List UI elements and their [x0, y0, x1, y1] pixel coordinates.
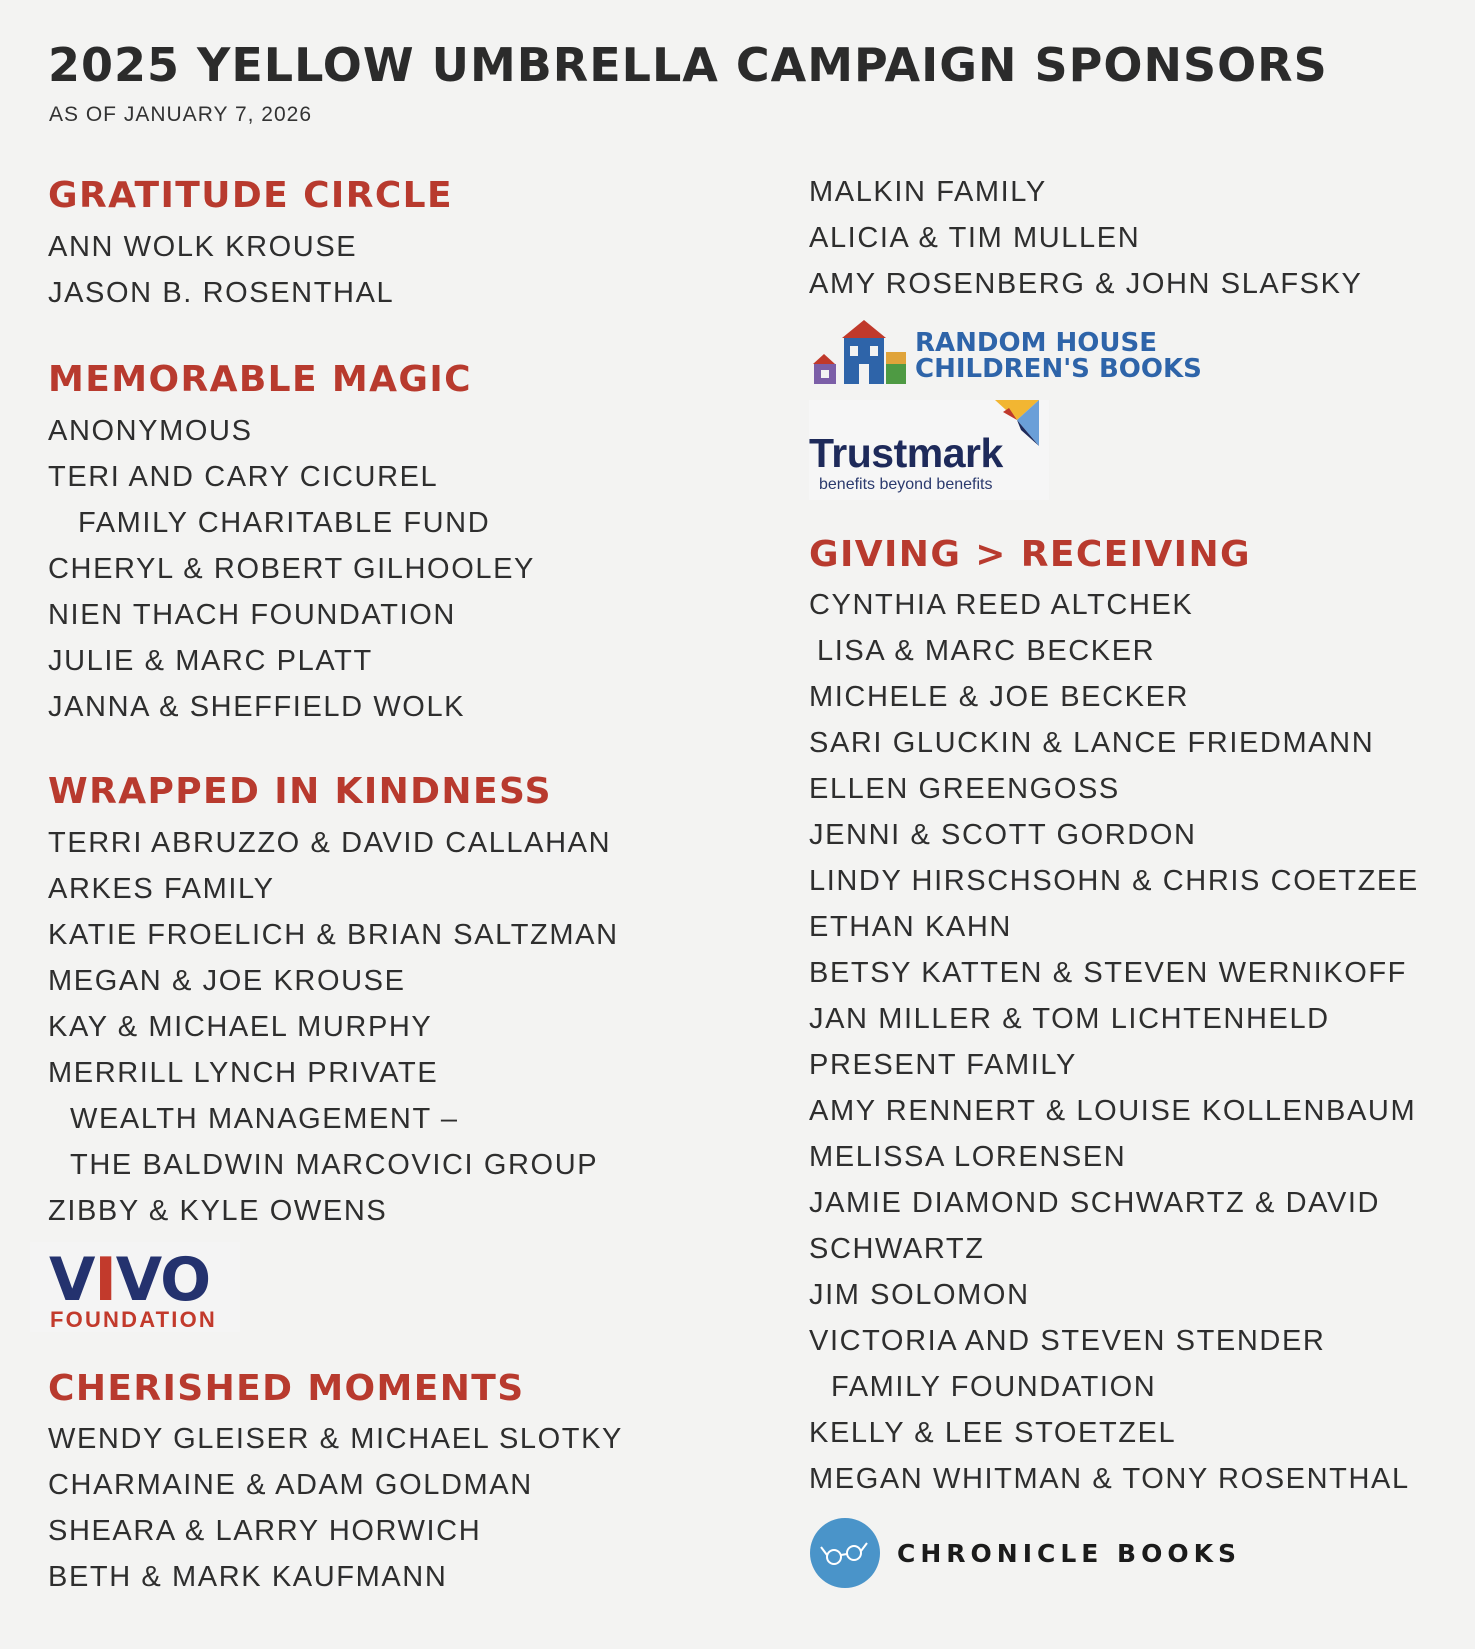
sponsor-name-continued: FAMILY CHARITABLE FUND	[78, 507, 491, 539]
vivo-logo-subtitle: FOUNDATION	[50, 1307, 218, 1332]
sponsor-name: JANNA & SHEFFIELD WOLK	[48, 691, 466, 723]
sponsor-name: TERRI ABRUZZO & DAVID CALLAHAN	[48, 827, 612, 859]
trustmark-tagline: benefits beyond benefits	[819, 476, 993, 493]
sponsor-name: TERI AND CARY CICUREL	[48, 461, 439, 493]
house-icon	[812, 312, 912, 390]
chronicle-books-logo	[809, 1517, 1259, 1589]
random-house-line2: CHILDREN'S BOOKS	[915, 354, 1202, 384]
sponsor-name-continued: THE BALDWIN MARCOVICI GROUP	[70, 1149, 599, 1181]
sponsor-name: JIM SOLOMON	[809, 1279, 1030, 1311]
random-house-childrens-books-logo	[812, 312, 1207, 390]
sponsor-name: MEGAN WHITMAN & TONY ROSENTHAL	[809, 1463, 1410, 1495]
heading-memorable-magic: MEMORABLE MAGIC	[48, 359, 472, 400]
vivo-foundation-logo	[30, 1242, 240, 1332]
sponsor-name: VICTORIA AND STEVEN STENDER	[809, 1325, 1326, 1357]
vivo-logo-word	[49, 1245, 210, 1315]
vivo-logo-letter: O	[160, 1245, 211, 1315]
page-subtitle: AS OF JANUARY 7, 2026	[49, 103, 313, 126]
random-house-line1: RANDOM HOUSE	[915, 328, 1157, 358]
sponsor-name: CHERYL & ROBERT GILHOOLEY	[48, 553, 535, 585]
sponsor-name: ALICIA & TIM MULLEN	[809, 222, 1141, 254]
sponsor-name: MEGAN & JOE KROUSE	[48, 965, 406, 997]
sponsor-name: JAMIE DIAMOND SCHWARTZ & DAVID	[809, 1187, 1381, 1219]
random-house-wordmark	[915, 330, 1202, 382]
sponsor-name: KELLY & LEE STOETZEL	[809, 1417, 1177, 1449]
sponsor-name: JENNI & SCOTT GORDON	[809, 819, 1197, 851]
sponsor-name: MERRILL LYNCH PRIVATE	[48, 1057, 439, 1089]
vivo-logo-letter: V	[49, 1245, 95, 1315]
sponsor-name: LISA & MARC BECKER	[817, 635, 1156, 667]
sponsor-name: AMY ROSENBERG & JOHN SLAFSKY	[809, 268, 1363, 300]
sponsor-name: CYNTHIA REED ALTCHEK	[809, 589, 1194, 621]
sponsor-name: PRESENT FAMILY	[809, 1049, 1077, 1081]
heading-gratitude-circle: GRATITUDE CIRCLE	[48, 175, 453, 216]
sponsor-name: KATIE FROELICH & BRIAN SALTZMAN	[48, 919, 619, 951]
sponsor-name: ETHAN KAHN	[809, 911, 1012, 943]
sponsor-name-continued: FAMILY FOUNDATION	[831, 1371, 1157, 1403]
sponsor-name: SHEARA & LARRY HORWICH	[48, 1515, 482, 1547]
sponsor-name: BETH & MARK KAUFMANN	[48, 1561, 448, 1593]
sponsor-name: ANONYMOUS	[48, 415, 253, 447]
sponsor-name: BETSY KATTEN & STEVEN WERNIKOFF	[809, 957, 1407, 989]
sponsor-name: ELLEN GREENGOSS	[809, 773, 1120, 805]
sponsor-name: CHARMAINE & ADAM GOLDMAN	[48, 1469, 533, 1501]
sponsor-name: ARKES FAMILY	[48, 873, 275, 905]
sponsor-name: ZIBBY & KYLE OWENS	[48, 1195, 388, 1227]
trustmark-logo	[809, 400, 1049, 500]
trustmark-wordmark: Trustmark	[809, 430, 1003, 476]
sponsor-name: MELISSA LORENSEN	[809, 1141, 1127, 1173]
sponsor-name: JULIE & MARC PLATT	[48, 645, 373, 677]
page-title: 2025 YELLOW UMBRELLA CAMPAIGN SPONSORS	[48, 38, 1328, 92]
sponsor-name: MICHELE & JOE BECKER	[809, 681, 1190, 713]
sponsor-name: ANN WOLK KROUSE	[48, 231, 358, 263]
heading-cherished-moments: CHERISHED MOMENTS	[48, 1368, 525, 1409]
vivo-logo-letter: V	[115, 1245, 161, 1315]
glasses-circle-icon	[809, 1517, 881, 1589]
sponsor-name: KAY & MICHAEL MURPHY	[48, 1011, 433, 1043]
sponsor-name: AMY RENNERT & LOUISE KOLLENBAUM	[809, 1095, 1417, 1127]
chronicle-books-wordmark: CHRONICLE BOOKS	[897, 1539, 1241, 1568]
sponsor-name-continued: SCHWARTZ	[809, 1233, 985, 1265]
sponsor-name: LINDY HIRSCHSOHN & CHRIS COETZEE	[809, 865, 1419, 897]
sponsor-name-continued: WEALTH MANAGEMENT –	[70, 1103, 459, 1135]
sponsor-name: NIEN THACH FOUNDATION	[48, 599, 456, 631]
sponsor-name: WENDY GLEISER & MICHAEL SLOTKY	[48, 1423, 623, 1455]
sponsor-name: MALKIN FAMILY	[809, 176, 1047, 208]
sponsor-name: JASON B. ROSENTHAL	[48, 277, 395, 309]
heading-wrapped-in-kindness: WRAPPED IN KINDNESS	[48, 771, 552, 812]
heading-giving-receiving: GIVING > RECEIVING	[809, 534, 1251, 575]
sponsor-name: SARI GLUCKIN & LANCE FRIEDMANN	[809, 727, 1375, 759]
sponsor-name: JAN MILLER & TOM LICHTENHELD	[809, 1003, 1330, 1035]
vivo-logo-letter: I	[94, 1245, 116, 1315]
